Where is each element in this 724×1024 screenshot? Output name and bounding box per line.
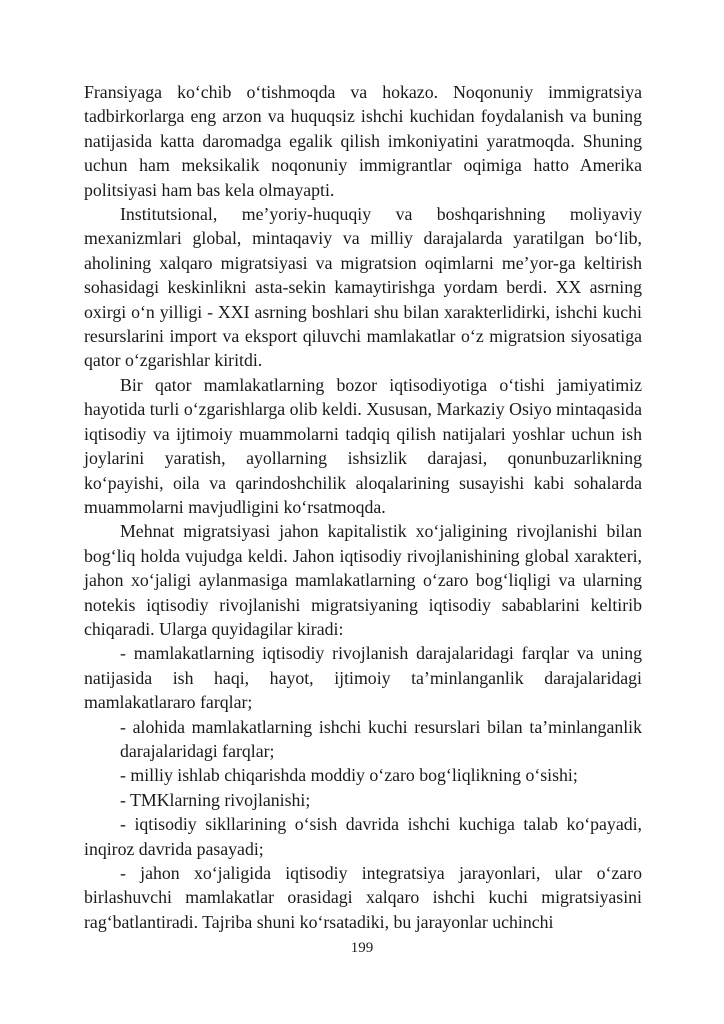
list-item-continuation: darajalaridagi farqlar;: [120, 740, 275, 761]
paragraph-market-economy: Bir qator mamlakatlarning bozor iqtisodiyotiga o‘tishi jamiyatimiz hayotida turli o‘zgarishlarga olib keldi. Xususan, Markaziy Osiyo mintaqasida iqtisodiy va ijtimoiy muammolarni tadqiq qilish natijalari yoshlar uchun ish joylarini yaratish, ayollarning ishsizlik darajasi, qonunbuzarlikning ko‘payishi, oila va qarindoshchilik aloqalarining susayishi kabi sohalarda muammolarni mavjudligini ko‘rsatmoqda.: [84, 374, 642, 517]
paragraph-labor-migration: Mehnat migratsiyasi jahon kapitalistik xo‘jaligining rivojlanishi bilan bog‘liq holda vujudga keldi. Jahon iqtisodiy rivojlanishining global xarakteri, jahon xo‘jaligi aylanmasiga mamlakatlarning o‘zaro bog‘liqligi va ularning notekis iqtisodiy rivojlanishi migratsiyaning iqtisodiy sabablarini keltirib chiqaradi. Ularga quyidagilar kiradi:: [84, 521, 642, 639]
list-item: - TMKlarning rivojlanishi;: [120, 789, 311, 810]
page-number: 199: [350, 940, 374, 956]
page-body: [84, 80, 642, 934]
list-item: - iqtisodiy sikllarining o‘sish davrida ishchi kuchiga talab ko‘payadi, inqiroz davrida pasayadi;: [84, 814, 642, 859]
list-item: - alohida mamlakatlarning ishchi kuchi resurslari bilan ta’minlanganlik: [120, 716, 642, 737]
list-item: - jahon xo‘jaligida iqtisodiy integratsiya jarayonlari, ular o‘zaro birlashuvchi mamlakatlar orasidagi xalqaro ishchi kuchi migratsiyasini rag‘batlantiradi. Tajriba shuni ko‘rsatadiki, bu jarayonlar uchinchi: [84, 863, 642, 932]
list-item: - milliy ishlab chiqarishda moddiy o‘zaro bog‘liqlikning o‘sishi;: [120, 765, 578, 786]
list-item: - mamlakatlarning iqtisodiy rivojlanish darajalaridagi farqlar va uning natijasida ish haqi, hayot, ijtimoiy ta’minlanganlik darajalaridagi mamlakatlararo farqlar;: [84, 643, 642, 713]
paragraph-institutional: Institutsional, me’yoriy-huquqiy va boshqarishning moliyaviy mexanizmlari global, mintaqaviy va milliy darajalarda yaratilgan bo‘lib, aholining xalqaro migratsiyasi va migratsion oqimlarni me’yor-ga keltirish sohasidagi keskinlikni asta-sekin kamaytirishga yordam berdi. XX asrning oxirgi o‘n yilligi - XXI asrning boshlari shu bilan xarakterlidirki, ishchi kuchi resurslarini import va eksport qiluvchi mamlakatlar o‘z migratsion siyosatiga qator o‘zgarishlar kiritdi.: [84, 204, 642, 371]
paragraph-continuation: Fransiyaga ko‘chib o‘tishmoqda va hokazo. Noqonuniy immigratsiya tadbirkorlarga eng arzon va huquqsiz ishchi kuchidan foydalanish va buning natijasida katta daromadga egalik qilish imkoniyatini yaratmoqda. Shuning uchun ham meksikalik noqonuniy immigrantlar oqimiga hatto Amerika politsiyasi ham bas kela olmayapti.: [84, 82, 642, 200]
